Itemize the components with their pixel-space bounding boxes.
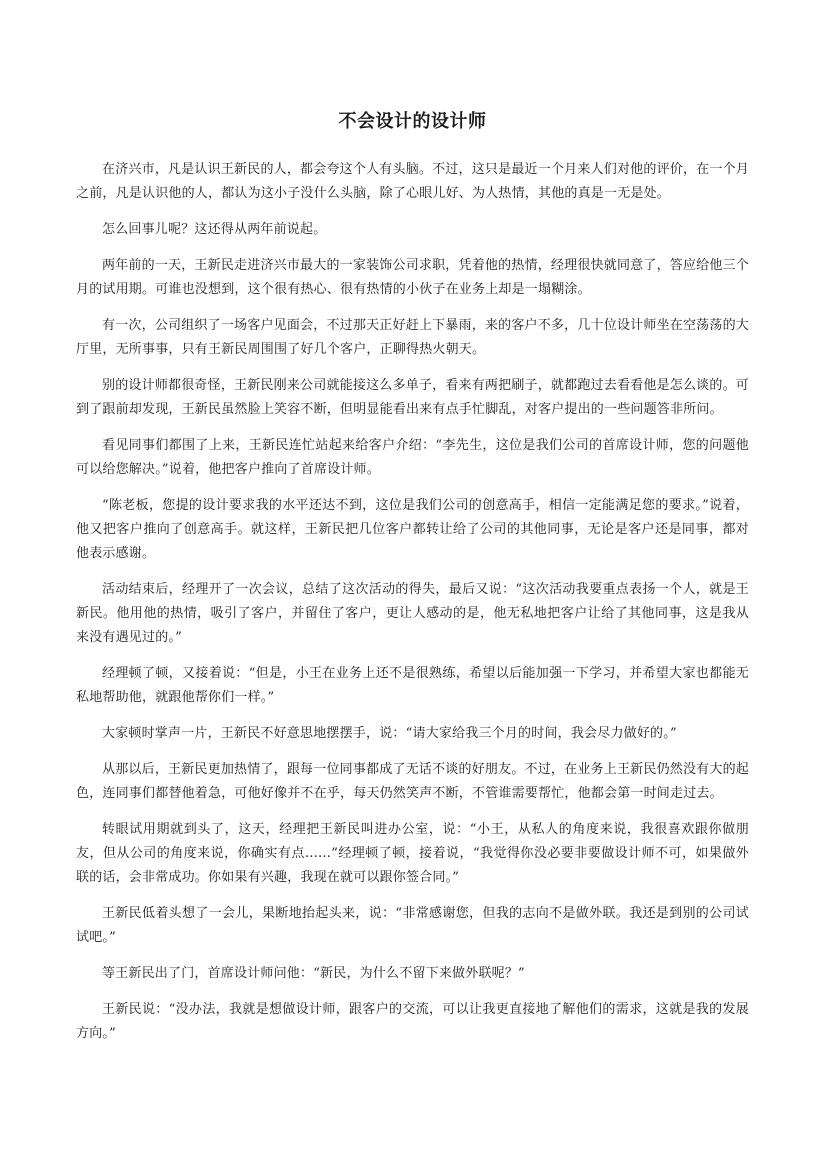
- paragraph-14: 等王新民出了门，首席设计师问他：“新民，为什么不留下来做外联呢？”: [102, 966, 525, 981]
- paragraph-4: 有一次，公司组织了一场客户见面会，不过那天正好赶上下暴雨，来的客户不多，几十位设计师坐在空荡荡的大厅里，无所事事，只有王新民周围围了好几个客户，正聊得热火朝天。: [76, 318, 749, 357]
- paragraph-7: “陈老板，您提的设计要求我的水平还达不到，这位是我们公司的创意高手，相信一定能满足您的要求。”说着，他又把客户推向了创意高手。就这样，王新民把几位客户都转让给了公司的其他同事，无论是客户还是同事，都对他表示感谢。: [76, 498, 749, 561]
- paragraph-15: 王新民说：“没办法，我就是想做设计师，跟客户的交流，可以让我更直接地了解他们的需求，这就是我的发展方向。”: [76, 1002, 749, 1041]
- paragraph-2: 怎么回事儿呢？这还得从两年前说起。: [102, 222, 327, 237]
- paragraph-5: 别的设计师都很奇怪，王新民刚来公司就能接这么多单子，看来有两把刷子，就都跑过去看看他是怎么谈的。可到了跟前却发现，王新民虽然脸上笑容不断，但明显能看出来有点手忙脚乱，对客户提出的一些问题答非所问。: [76, 378, 749, 417]
- paragraph-8: 活动结束后，经理开了一次会议，总结了这次活动的得失，最后又说：“这次活动我要重点表扬一个人，就是王新民。他用他的热情，吸引了客户，并留住了客户，更让人感动的是，他无私地把客户让给了其他同事，这是我从来没有遇见过的。”: [76, 582, 749, 645]
- paragraph-11: 从那以后，王新民更加热情了，跟每一位同事都成了无话不谈的好朋友。不过，在业务上王新民仍然没有大的起色，连同事们都替他着急，可他好像并不在乎，每天仍然笑声不断，不管谁需要帮忙，他都会第一时间走过去。: [76, 762, 749, 801]
- paragraph-12: 转眼试用期就到头了，这天，经理把王新民叫进办公室，说：“小王，从私人的角度来说，我很喜欢跟你做朋友，但从公司的角度来说，你确实有点……”经理顿了顿，接着说，“我觉得你没必要非要做设计师不可，如果做外联的话，会非常成功。你如果有兴趣，我现在就可以跟你签合同。”: [76, 822, 749, 885]
- paragraph-6: 看见同事们都围了上来，王新民连忙站起来给客户介绍：“李先生，这位是我们公司的首席设计师，您的问题他可以给您解决。”说着，他把客户推向了首席设计师。: [76, 438, 749, 477]
- paragraph-1: 在济兴市，凡是认识王新民的人，都会夸这个人有头脑。不过，这只是最近一个月来人们对他的评价，在一个月之前，凡是认识他的人，都认为这小子没什么头脑，除了心眼儿好、为人热情，其他的真是一无是处。: [76, 162, 749, 201]
- paragraph-9: 经理顿了顿，又接着说：“但是，小王在业务上还不是很熟练，希望以后能加强一下学习，并希望大家也都能无私地帮助他，就跟他帮你们一样。”: [76, 666, 749, 705]
- paragraph-13: 王新民低着头想了一会儿，果断地抬起头来，说：“非常感谢您，但我的志向不是做外联。我还是到别的公司试试吧。”: [76, 906, 749, 945]
- paragraph-3: 两年前的一天，王新民走进济兴市最大的一家装饰公司求职，凭着他的热情，经理很快就同意了，答应给他三个月的试用期。可谁也没想到，这个很有热心、很有热情的小伙子在业务上却是一塌糊涂。: [76, 258, 749, 297]
- paragraph-10: 大家顿时掌声一片，王新民不好意思地摆摆手，说：“请大家给我三个月的时间，我会尽力做好的。”: [102, 726, 677, 741]
- document-title: 不会设计的设计师: [338, 111, 487, 132]
